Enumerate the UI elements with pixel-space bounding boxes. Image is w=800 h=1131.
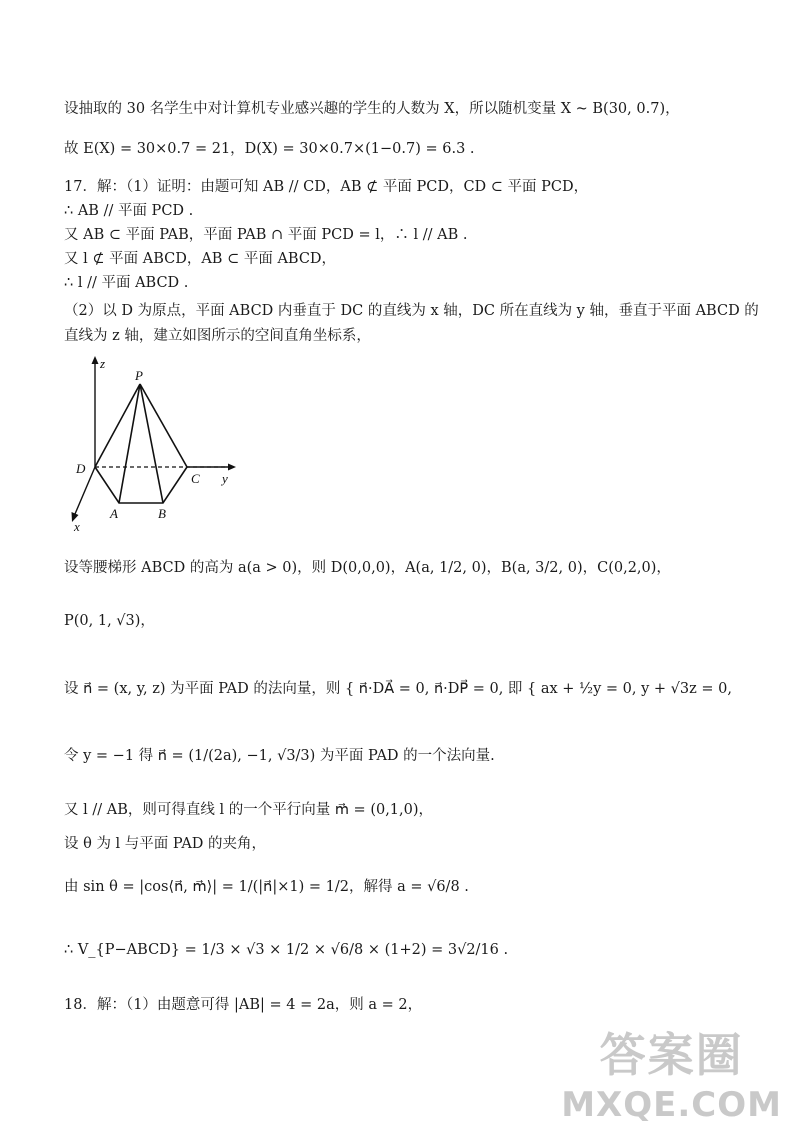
text-line-q18-header: 18．解：（1）由题意可得 |AB| = 4 = 2a，则 a = 2，	[64, 997, 423, 1013]
label-D: D	[76, 461, 86, 476]
edge-PB	[140, 384, 163, 503]
label-P: P	[135, 368, 143, 383]
watermark	[561, 1019, 782, 1125]
edge-PC	[140, 384, 187, 467]
label-B: B	[158, 506, 166, 521]
text-line-point-P: P(0, 1, √3)，	[64, 613, 155, 629]
z-axis-arrow	[92, 356, 99, 364]
text-line-expectation: 故 E(X) = 30×0.7 = 21，D(X) = 30×0.7×(1−0.7) = 6.3 .	[64, 141, 475, 157]
watermark-site: MXQE.COM	[561, 1085, 782, 1125]
base-trapezoid	[95, 467, 187, 503]
text-line-coordinates: 设等腰梯形 ABCD 的高为 a(a > 0)，则 D(0,0,0)，A(a, 1/2, 0)，B(a, 3/2, 0)，C(0,2,0)，	[64, 560, 671, 576]
label-y: y	[222, 471, 228, 486]
y-axis-arrow	[228, 464, 236, 471]
text-line-binomial: 设抽取的 30 名学生中对计算机专业感兴趣的学生的人数为 X，所以随机变量 X ~ B(30, 0.7)，	[64, 101, 680, 117]
text-line-angle: 设 θ 为 l 与平面 PAD 的夹角，	[64, 836, 267, 852]
text-line: （2）以 D 为原点，平面 ABCD 内垂直于 DC 的直线为 x 轴，DC 所在直线为 y 轴，垂直于平面 ABCD 的	[64, 303, 759, 319]
text-line-sine: 由 sin θ = |cos⟨n⃗, m⃗⟩| = 1/(|n⃗|×1) = 1/2，解得 a = √6/8 .	[64, 879, 469, 895]
text-line-volume: ∴ V_{P−ABCD} = 1/3 × √3 × 1/2 × √6/8 × (1+2) = 3√2/16 .	[64, 942, 509, 958]
text-line: ∴ AB // 平面 PCD .	[64, 203, 194, 219]
pyramid-figure	[60, 350, 250, 535]
text-line-parallel-vector: 又 l // AB，则可得直线 l 的一个平行向量 m⃗ = (0,1,0)，	[64, 802, 434, 818]
text-line-q17-header: 17．解：（1）证明：由题可知 AB // CD，AB ⊄ 平面 PCD，CD ⊂ 平面 PCD，	[64, 179, 589, 195]
text-line: 又 AB ⊂ 平面 PAB，平面 PAB ∩ 平面 PCD = l，∴ l // AB .	[64, 227, 468, 243]
text-line-normal-vector: 令 y = −1 得 n⃗ = (1/(2a), −1, √3/3) 为平面 PAD 的一个法向量.	[64, 748, 495, 764]
watermark-logo: 答案圈	[599, 1028, 744, 1082]
text-line: ∴ l // 平面 ABCD .	[64, 275, 189, 291]
label-C: C	[191, 471, 200, 486]
text-line-normal-vector-system: 设 n⃗ = (x, y, z) 为平面 PAD 的法向量，则 { n⃗·DA⃗ = 0, n⃗·DP⃗ = 0, 即 { ax + ½y = 0, y + √3z = 0,	[64, 681, 732, 697]
text-line: 直线为 z 轴，建立如图所示的空间直角坐标系，	[64, 328, 371, 344]
label-A: A	[110, 506, 118, 521]
text-line: 又 l ⊄ 平面 ABCD，AB ⊂ 平面 ABCD，	[64, 251, 337, 267]
label-z: z	[100, 356, 106, 371]
label-x: x	[74, 519, 80, 534]
